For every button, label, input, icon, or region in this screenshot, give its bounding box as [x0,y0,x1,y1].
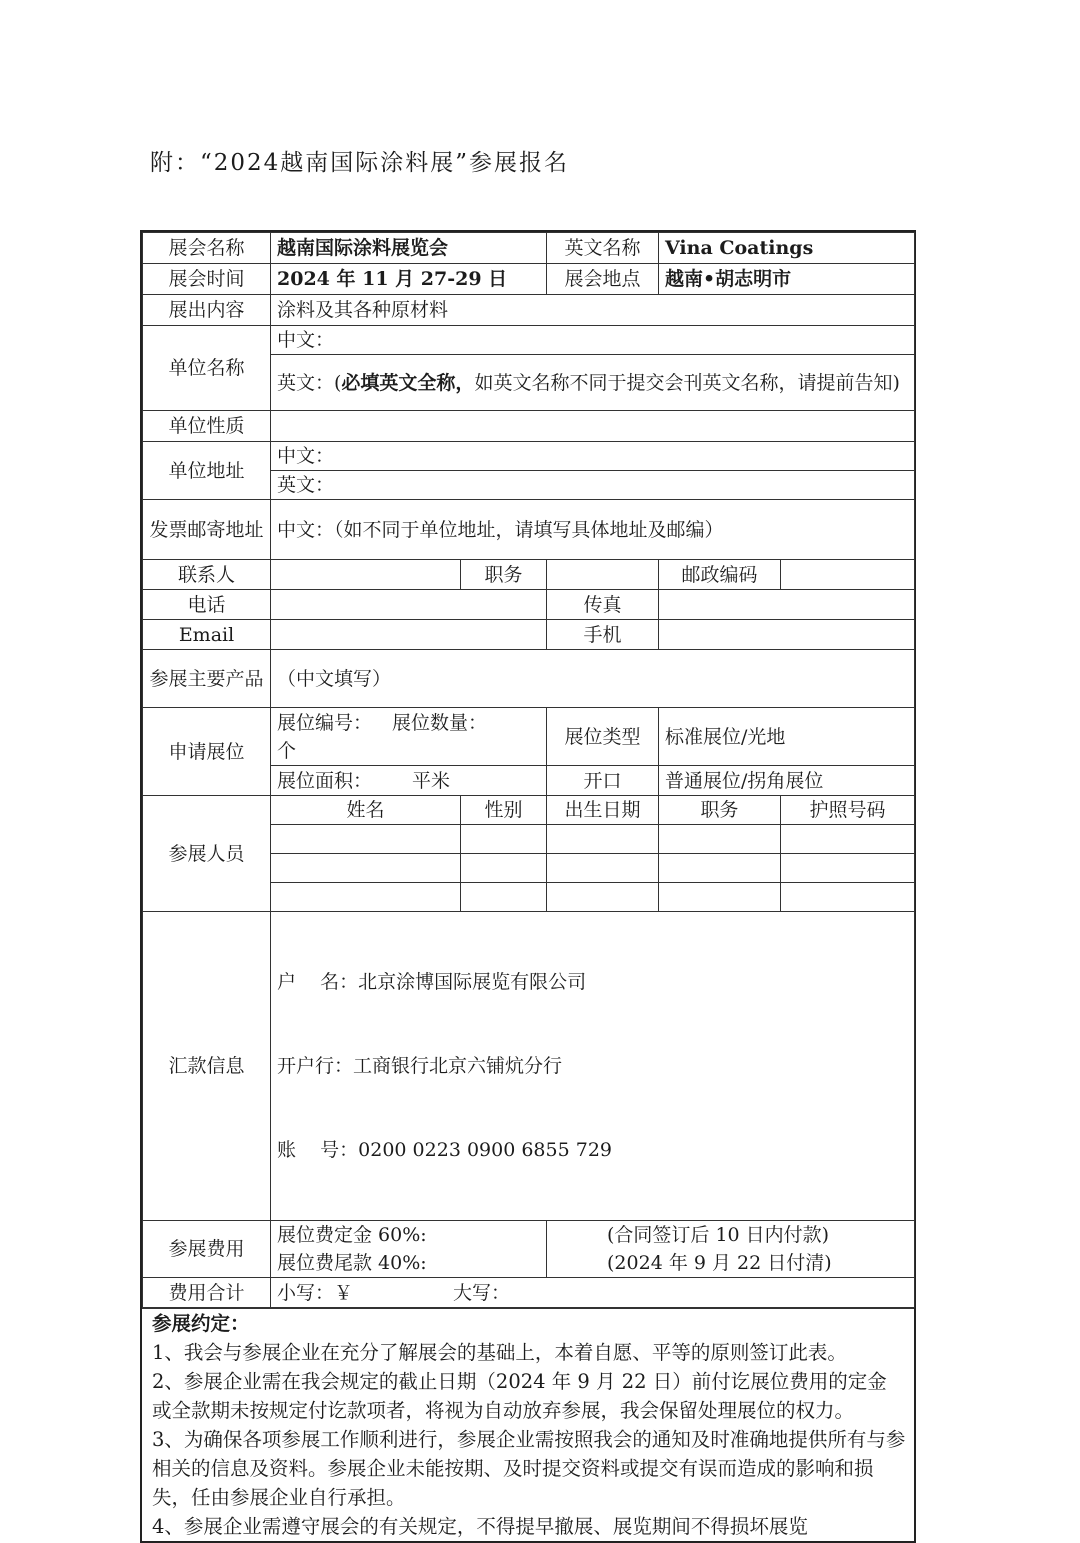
staff-position-header: 职务 [659,796,781,825]
remittance-info [271,912,915,1221]
staff-name-cell[interactable] [271,883,461,912]
staff-birthdate-header: 出生日期 [547,796,659,825]
form-table [142,232,915,1308]
fair-english-name-label: 英文名称 [547,233,659,264]
company-name-en-required-note: 必填英文全称， [341,371,475,394]
booth-opening-value[interactable]: 普通展位/拐角展位 [659,766,915,796]
booth-count-label: 展位数量： [392,711,488,734]
booth-application-label: 申请展位 [143,708,271,796]
main-products-label: 参展主要产品 [143,650,271,708]
mobile-label: 手机 [547,620,659,650]
fair-time-value: 2024 年 11 月 27-29 日 [271,264,547,295]
document-title: 附：“2024越南国际涂料展”参展报名 [150,150,570,176]
staff-passport-header: 护照号码 [781,796,915,825]
staff-gender-header: 性别 [461,796,547,825]
fees-items [271,1221,547,1278]
contact-position-field[interactable] [547,560,659,590]
staff-birthdate-cell[interactable] [547,883,659,912]
booth-number-label: 展位编号： [277,711,373,734]
staff-name-cell[interactable] [271,825,461,854]
booth-number-field[interactable] [271,708,547,766]
fax-field[interactable] [659,590,915,620]
balance-label: 展位费尾款 40%: [277,1252,427,1274]
fair-english-name-value: Vina Coatings [659,233,915,264]
staff-gender-cell[interactable] [461,883,547,912]
company-name-en-prefix: 英文：( [277,371,342,394]
account-name: 户 名：北京涂博国际展览有限公司 [277,971,587,993]
staff-birthdate-cell[interactable] [547,854,659,883]
email-label: Email [143,620,271,650]
total-small-label: 小写：￥ [277,1281,354,1304]
booth-type-label: 展位类型 [547,708,659,766]
company-address-cn-field[interactable]: 中文： [271,442,915,471]
deposit-note: (合同签订后 10 日内付款) [607,1224,830,1246]
agreement-section [142,1308,914,1541]
email-field[interactable] [271,620,547,650]
invoice-address-label: 发票邮寄地址 [143,500,271,560]
company-address-label: 单位地址 [143,442,271,500]
staff-position-cell[interactable] [659,825,781,854]
agreement-item: 2、参展企业需在我会规定的截止日期（2024 年 9 月 22 日）前付讫展位费用的定金或全款期未按规定付讫款项者，将视为自动放弃参展，我会保留处理展位的权力。 [152,1370,887,1422]
account-number: 账 号：0200 0223 0900 6855 729 [277,1139,612,1161]
invoice-address-field[interactable]: 中文：（如不同于单位地址，请填写具体地址及邮编） [271,500,915,560]
fair-place-label: 展会地点 [547,264,659,295]
booth-type-value[interactable]: 标准展位/光地 [659,708,915,766]
company-nature-label: 单位性质 [143,411,271,442]
agreement-title: 参展约定： [152,1312,250,1335]
agreement-item: 4、参展企业需遵守展会的有关规定，不得提早撤展、展览期间不得损坏展览 [152,1515,808,1538]
staff-birthdate-cell[interactable] [547,825,659,854]
booth-area-unit: 平米 [412,769,451,792]
registration-form [140,230,916,1543]
remittance-label: 汇款信息 [143,912,271,1221]
booth-area-field[interactable] [271,766,547,796]
staff-gender-cell[interactable] [461,854,547,883]
staff-passport-cell[interactable] [781,883,915,912]
company-name-en-field[interactable] [271,355,915,411]
postcode-label: 邮政编码 [659,560,781,590]
mobile-field[interactable] [659,620,915,650]
contact-person-label: 联系人 [143,560,271,590]
total-big-label: 大写： [453,1281,511,1304]
bank-name: 开户行：工商银行北京六铺炕分行 [277,1055,563,1077]
booth-opening-label: 开口 [547,766,659,796]
agreement-item: 1、我会与参展企业在充分了解展会的基础上，本着自愿、平等的原则签订此表。 [152,1341,847,1364]
fair-time-label: 展会时间 [143,264,271,295]
balance-note: (2024 年 9 月 22 日付清) [607,1252,832,1274]
fees-label: 参展费用 [143,1221,271,1278]
deposit-label: 展位费定金 60%: [277,1224,427,1246]
fair-name-value: 越南国际涂料展览会 [271,233,547,264]
phone-label: 电话 [143,590,271,620]
company-nature-field[interactable] [271,411,915,442]
fair-name-label: 展会名称 [143,233,271,264]
agreement-item: 3、为确保各项参展工作顺利进行，参展企业需按照我会的通知及时准确地提供所有与参相关的信息及资料。参展企业未能按期、及时提交资料或提交有误而造成的影响和损失，任由参展企业自行承担。 [152,1428,906,1509]
staff-gender-cell[interactable] [461,825,547,854]
fees-notes [547,1221,915,1278]
total-fee-label: 费用合计 [143,1278,271,1308]
contact-position-label: 职务 [461,560,547,590]
staff-position-cell[interactable] [659,883,781,912]
fair-place-value: 越南•胡志明市 [659,264,915,295]
company-address-en-field[interactable]: 英文： [271,471,915,500]
staff-passport-cell[interactable] [781,854,915,883]
staff-passport-cell[interactable] [781,825,915,854]
postcode-field[interactable] [781,560,915,590]
total-fee-field[interactable] [271,1278,915,1308]
exhibit-content-value: 涂料及其各种原材料 [271,295,915,326]
exhibitors-label: 参展人员 [143,796,271,912]
staff-position-cell[interactable] [659,854,781,883]
booth-area-label: 展位面积： [277,769,373,792]
main-products-field[interactable]: （中文填写） [271,650,915,708]
booth-count-unit: 个 [277,739,297,762]
phone-field[interactable] [271,590,547,620]
contact-person-field[interactable] [271,560,461,590]
exhibit-content-label: 展出内容 [143,295,271,326]
fax-label: 传真 [547,590,659,620]
company-name-en-note: 如英文名称不同于提交会刊英文名称，请提前告知) [474,371,900,394]
staff-name-header: 姓名 [271,796,461,825]
company-name-label: 单位名称 [143,326,271,411]
company-name-cn-field[interactable]: 中文： [271,326,915,355]
staff-name-cell[interactable] [271,854,461,883]
